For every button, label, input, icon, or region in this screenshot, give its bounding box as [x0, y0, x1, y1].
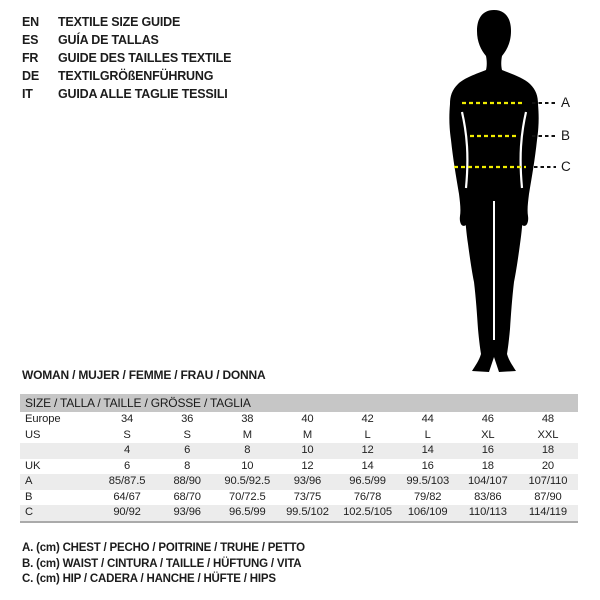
- size-cell: 10: [241, 459, 254, 472]
- size-table-body: [20, 412, 578, 521]
- legend-line: B. (cm) WAIST / CINTURA / TAILLE / HÜFTUNG / VITA: [22, 557, 302, 570]
- size-cell: S: [123, 428, 131, 441]
- legend-line: A. (cm) CHEST / PECHO / POITRINE / TRUHE / PETTO: [22, 542, 305, 554]
- size-cell: 46: [481, 413, 494, 425]
- size-cell: 104/107: [467, 475, 508, 487]
- size-cell: 93/96: [293, 475, 322, 487]
- size-cell: 18: [541, 444, 555, 456]
- row-label-cell: B: [25, 490, 33, 503]
- table-row: [20, 505, 578, 521]
- size-cell: 76/78: [353, 490, 382, 503]
- size-cell: 110/113: [468, 506, 507, 518]
- size-cell: 6: [124, 459, 131, 472]
- size-cell: 64/67: [113, 490, 141, 503]
- size-cell: 14: [421, 444, 434, 456]
- size-cell: 79/82: [413, 490, 442, 503]
- size-cell: L: [424, 428, 431, 441]
- size-cell: 16: [481, 444, 494, 456]
- table-row: [20, 459, 578, 475]
- size-cell: 88/90: [173, 475, 201, 487]
- size-cell: 99.5/102: [286, 506, 329, 518]
- size-cell: XXL: [537, 428, 559, 441]
- row-label-cell: C: [25, 506, 33, 518]
- language-label: TEXTILE SIZE GUIDE: [58, 15, 181, 29]
- table-row: [20, 490, 578, 506]
- measurement-legend: [22, 541, 305, 588]
- size-cell: 68/70: [173, 490, 201, 503]
- size-cell: 14: [361, 459, 374, 472]
- size-cell: 93/96: [173, 506, 201, 518]
- language-code: ES: [22, 33, 39, 47]
- size-cell: 42: [361, 413, 374, 425]
- size-cell: 36: [181, 413, 194, 425]
- language-row: [22, 31, 231, 49]
- language-code: FR: [22, 51, 39, 65]
- size-cell: 73/75: [293, 490, 322, 503]
- size-cell: M: [302, 428, 313, 441]
- marker-label-b: B: [561, 128, 571, 143]
- language-row: [22, 67, 231, 85]
- size-cell: M: [242, 428, 252, 441]
- language-row: [22, 13, 231, 31]
- legend-line: C. (cm) HIP / CADERA / HANCHE / HÜFTE / HIPS: [22, 573, 276, 585]
- language-code: EN: [22, 15, 39, 29]
- table-row: [20, 474, 578, 490]
- language-label: TEXTILGRÖßENFÜHRUNG: [58, 69, 214, 83]
- size-cell: 18: [481, 459, 494, 472]
- marker-label-a: A: [561, 95, 571, 110]
- size-cell: S: [183, 428, 191, 441]
- size-cell: 85/87.5: [108, 475, 146, 487]
- size-cell: 96.5/99: [349, 475, 386, 487]
- size-cell: 107/110: [528, 475, 568, 487]
- size-cell: 34: [120, 413, 134, 425]
- row-label-cell: [20, 443, 97, 459]
- marker-label-c: C: [561, 159, 571, 174]
- size-cell: 87/90: [534, 490, 562, 503]
- size-table-header: SIZE / TALLA / TAILLE / GRÖSSE / TAGLIA: [20, 394, 578, 412]
- language-row: [22, 85, 231, 103]
- language-label: GUIDA ALLE TAGLIE TESSILI: [58, 87, 228, 101]
- size-cell: 99.5/103: [406, 475, 450, 487]
- size-cell: 90.5/92.5: [224, 475, 271, 487]
- size-cell: 106/109: [407, 506, 448, 518]
- size-cell: 16: [421, 459, 434, 472]
- language-code: IT: [22, 87, 33, 101]
- size-cell: 70/72.5: [228, 490, 266, 503]
- size-cell: XL: [481, 428, 495, 441]
- row-label-cell: UK: [25, 459, 41, 472]
- size-cell: 102.5/105: [343, 506, 392, 518]
- row-label-cell: US: [25, 428, 41, 441]
- language-list: [22, 13, 231, 103]
- size-cell: 20: [541, 459, 555, 472]
- size-cell: 4: [124, 444, 131, 456]
- table-row: [20, 443, 578, 459]
- size-cell: L: [364, 428, 371, 441]
- size-cell: 12: [301, 459, 314, 472]
- size-cell: 83/86: [474, 490, 502, 503]
- section-title: WOMAN / MUJER / FEMME / FRAU / DONNA: [22, 368, 266, 382]
- size-cell: 38: [241, 413, 254, 425]
- size-cell: 10: [301, 444, 314, 456]
- language-code: DE: [22, 69, 39, 83]
- table-row: [20, 412, 578, 428]
- size-cell: 40: [301, 413, 314, 425]
- size-cell: 6: [184, 444, 191, 456]
- size-cell: 114/119: [528, 506, 567, 518]
- size-cell: 8: [184, 459, 191, 472]
- language-label: GUIDE DES TAILLES TEXTILE: [58, 51, 232, 65]
- size-cell: 48: [541, 413, 555, 425]
- row-label-cell: A: [25, 475, 33, 487]
- language-row: [22, 49, 231, 67]
- table-row: [20, 428, 578, 444]
- language-label: GUÍA DE TALLAS: [58, 33, 159, 47]
- size-cell: 8: [244, 444, 251, 456]
- row-label-cell: Europe: [25, 413, 61, 425]
- size-table: [20, 394, 578, 523]
- size-cell: 96.5/99: [228, 506, 266, 518]
- size-cell: 12: [361, 444, 374, 456]
- woman-figure: [408, 4, 588, 374]
- size-cell: 44: [421, 413, 434, 425]
- size-cell: 90/92: [113, 506, 141, 518]
